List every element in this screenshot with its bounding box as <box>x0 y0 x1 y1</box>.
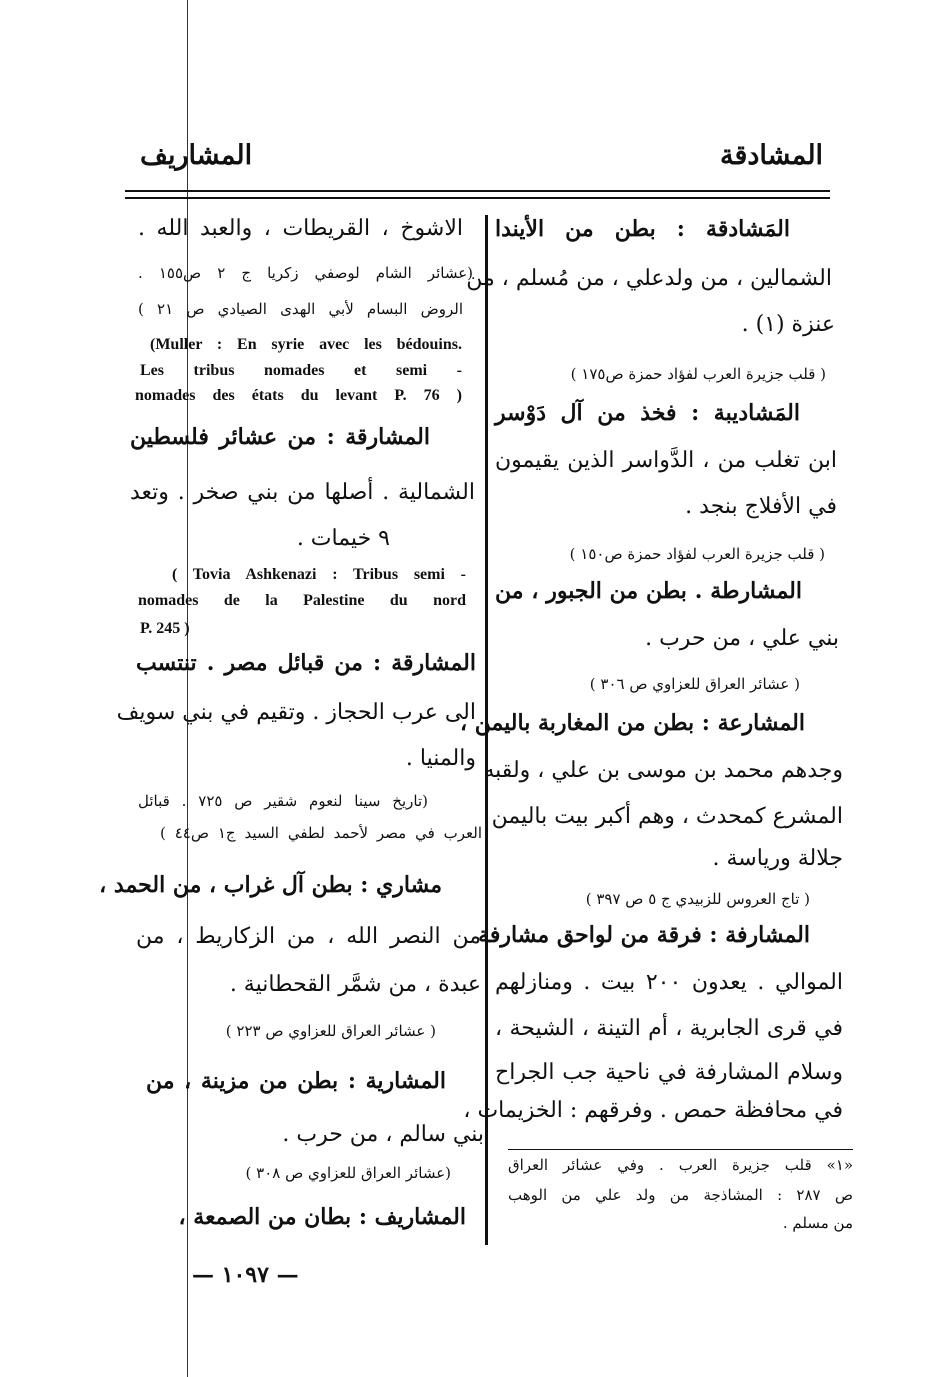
right-line-13: وجدهم محمد بن موسى بن علي ، ولقبه <box>483 758 843 783</box>
left-line-22: المشارية : بطن من مزينة ، من <box>146 1068 446 1094</box>
left-line-16: (تاريخ سينا لنعوم شقير ص ٧٢٥ . قبائل <box>138 792 428 810</box>
left-line-2: (عشائر الشام لوصفي زكريا ج ٢ ص١٥٥ . <box>138 264 474 282</box>
right-line-2: الشمالين ، من ولدعلي ، من مُسلم ، من <box>466 266 832 291</box>
left-line-9: ٩ خيمات . <box>296 526 390 551</box>
right-line-18: الموالي . يعدون ٢٠٠ بيت . ومنازلهم <box>495 970 843 995</box>
right-line-3: عنزة (١) . <box>741 312 835 337</box>
left-line-23: بني سالم ، من حرب . <box>282 1122 484 1147</box>
left-line-14: الى عرب الحجاز . وتقيم في بني سويف <box>116 700 476 725</box>
right-line-9: المشارطة . بطن من الجبور ، من <box>495 578 802 604</box>
left-line-18: مشاري : بطن آل غراب ، من الحمد ، <box>99 872 442 898</box>
footnote-line-1: «١» قلب جزيرة العرب . وفي عشائر العراق <box>508 1156 853 1174</box>
left-line-8: الشمالية . أصلها من بني صخر . وتعد <box>130 480 475 505</box>
left-line-3: الروض البسام لأبي الهدى الصيادي ص ٢١ ) <box>138 300 463 318</box>
left-line-6: nomades des états du levant P. 76 ) <box>135 387 462 404</box>
left-line-5: Les tribus nomades et semi - <box>140 362 462 379</box>
right-line-8: ( قلب جزيرة العرب لفؤاد حمزة ص١٥٠ ) <box>569 545 825 563</box>
left-line-12: P. 245 ) <box>140 620 190 637</box>
right-line-5: المَشاديبة : فخذ من آل دَوْسر <box>495 400 800 426</box>
left-line-21: ( عشائر العراق للعزاوي ص ٢٢٣ ) <box>225 1022 436 1040</box>
right-line-17: المشارفة : فرقة من لواحق مشارفة <box>478 922 810 948</box>
right-line-20: وسلام المشارفة في ناحية جب الجراح <box>495 1060 843 1085</box>
left-line-13: المشارقة : من قبائل مصر . تنتسب <box>136 650 476 676</box>
left-line-17: العرب في مصر لأحمد لطفي السيد ج١ ص٤٤ ) <box>160 824 482 842</box>
left-line-15: والمنيا . <box>405 746 476 771</box>
right-line-6: ابن تغلب من ، الدَّواسر الذين يقيمون <box>495 448 837 473</box>
header-rule-bottom <box>125 197 830 199</box>
page-number: — ١٠٩٧ — <box>192 1262 299 1288</box>
right-line-21: في محافظة حمص . وفرقهم : الخزيمات ، <box>463 1098 843 1123</box>
right-line-16: ( تاج العروس للزبيدي ج ٥ ص ٣٩٧ ) <box>585 890 810 908</box>
header-rule-top <box>125 190 830 192</box>
left-line-20: عبدة ، من شمَّر القحطانية . <box>229 972 481 997</box>
left-line-7: المشارقة : من عشائر فلسطين <box>130 424 430 450</box>
left-line-10: ( Tovia Ashkenazi : Tribus semi - <box>172 566 466 583</box>
footnote-line-3: من مسلم . <box>782 1214 853 1232</box>
right-line-12: المشارعة : بطن من المغاربة باليمن ، <box>459 710 805 736</box>
right-line-11: ( عشائر العراق للعزاوي ص ٣٠٦ ) <box>589 675 800 693</box>
running-head-right: المشادقة <box>720 140 824 171</box>
right-line-15: جلالة ورياسة . <box>712 846 843 871</box>
left-line-25: المشاريف : بطان من الصمعة ، <box>178 1204 466 1230</box>
footnote-rule <box>508 1149 853 1150</box>
right-line-19: في قرى الجابرية ، أم التينة ، الشيحة ، <box>495 1016 843 1041</box>
right-line-4: ( قلب جزيرة العرب لفؤاد حمزة ص١٧٥ ) <box>570 365 826 383</box>
left-line-11: nomades de la Palestine du nord <box>138 592 466 609</box>
left-line-1: الاشوخ ، القريطات ، والعبد الله . <box>138 216 463 241</box>
right-line-10: بني علي ، من حرب . <box>645 626 839 651</box>
right-line-1: المَشادقة : بطن من الأيندا <box>495 216 790 242</box>
left-line-19: من النصر الله ، من الزكاريط ، من <box>136 924 481 949</box>
left-line-24: (عشائر العراق للعزاوي ص ٣٠٨ ) <box>245 1164 451 1182</box>
right-line-7: في الأفلاج بنجد . <box>685 494 837 519</box>
right-line-14: المشرع كمحدث ، وهم أكبر بيت باليمن <box>491 804 843 829</box>
footnote-line-2: ص ٢٨٧ : المشاذجة من ولد علي من الوهب <box>508 1186 853 1204</box>
left-line-4: (Muller : En syrie avec les bédouins. <box>150 336 462 353</box>
running-head-left: المشاريف <box>140 140 253 171</box>
